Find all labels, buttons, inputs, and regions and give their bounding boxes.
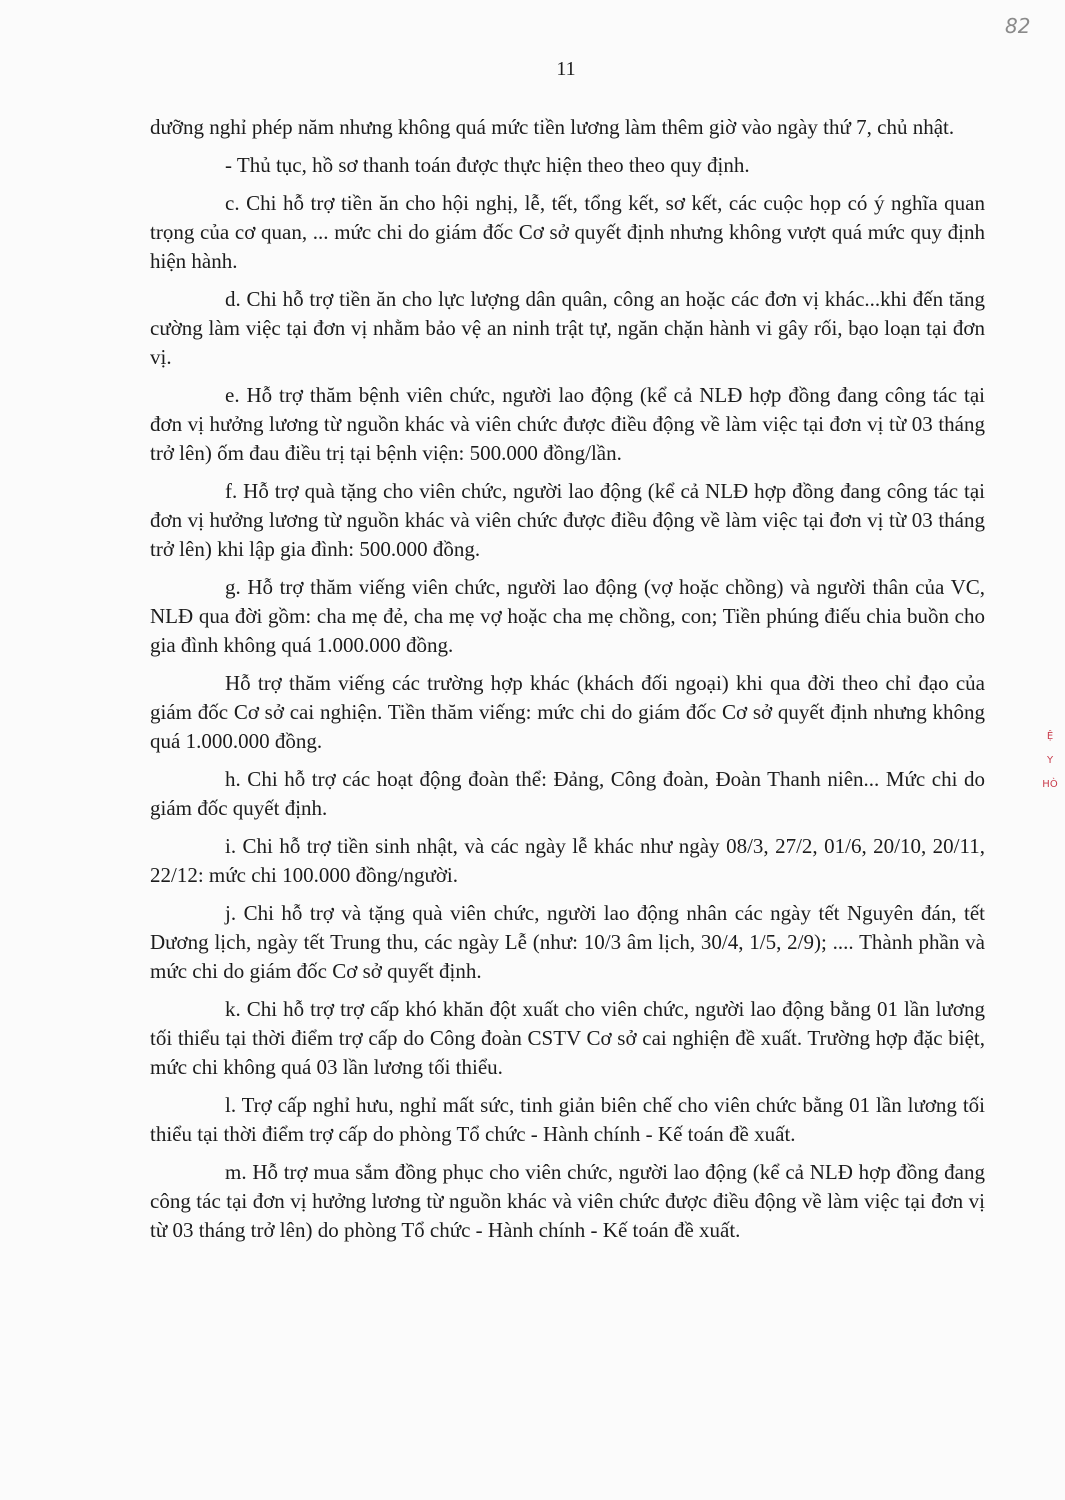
paragraph: f. Hỗ trợ quà tặng cho viên chức, người lao động (kể cả NLĐ hợp đồng đang công tác tại đơn vị hưởng lương từ nguồn khác và viên chức được điều động về làm việc tại đơn vị từ 03 tháng trở lên) khi lập gia đình: 500.000 đồng. [150,479,985,561]
paragraph: l. Trợ cấp nghỉ hưu, nghỉ mất sức, tinh giản biên chế cho viên chức bằng 01 lần lương tối thiểu tại thời điểm trợ cấp do phòng Tổ chức - Hành chính - Kế toán đề xuất. [150,1093,985,1146]
paragraph: dưỡng nghỉ phép năm nhưng không quá mức tiền lương làm thêm giờ vào ngày thứ 7, chủ nhật. [150,115,955,139]
paragraph: k. Chi hỗ trợ trợ cấp khó khăn đột xuất cho viên chức, người lao động bằng 01 lần lương tối thiểu tại thời điểm trợ cấp do Công đoàn CSTV Cơ sở cai nghiện đề xuất. Trường hợp đặc biệt, mức chi không quá 03 lần lương tối thiểu. [150,997,985,1079]
paragraph: c. Chi hỗ trợ tiền ăn cho hội nghị, lễ, tết, tổng kết, sơ kết, các cuộc họp có ý nghĩa quan trọng của cơ quan, ... mức chi do giám đốc Cơ sở quyết định nhưng không vượt quá mức quy định hiện hành. [150,191,985,273]
body-text [150,113,985,1254]
paragraph: i. Chi hỗ trợ tiền sinh nhật, và các ngày lễ khác như ngày 08/3, 27/2, 01/6, 20/10, 20/11, 22/12: mức chi 100.000 đồng/người. [150,834,985,887]
page-number: 11 [556,58,576,80]
paragraph: g. Hỗ trợ thăm viếng viên chức, người lao động (vợ hoặc chồng) và người thân của VC, NLĐ qua đời gồm: cha mẹ đẻ, cha mẹ vợ hoặc cha mẹ chồng, con; Tiền phúng điếu chia buồn cho gia đình không quá 1.000.000 đồng. [150,575,985,657]
stamp-line: Y [1046,755,1054,766]
paragraph: m. Hỗ trợ mua sắm đồng phục cho viên chức, người lao động (kể cả NLĐ hợp đồng đang công tác tại đơn vị hưởng lương từ nguồn khác và viên chức được điều động về làm việc tại đơn vị từ 03 tháng trở lên) do phòng Tổ chức - Hành chính - Kế toán đề xuất. [150,1160,985,1242]
paragraph: d. Chi hỗ trợ tiền ăn cho lực lượng dân quân, công an hoặc các đơn vị khác...khi đến tăng cường làm việc tại đơn vị nhằm bảo vệ an ninh trật tự, ngăn chặn hành vi gây rối, bạo loạn tại đơn vị. [150,287,985,369]
paragraph: h. Chi hỗ trợ các hoạt động đoàn thể: Đảng, Công đoàn, Đoàn Thanh niên... Mức chi do giám đốc quyết định. [150,767,985,820]
handwritten-page-note: 82 [1005,14,1031,38]
stamp-line: HÒ [1042,779,1058,790]
stamp-line: Ệ [1046,731,1054,742]
paragraph: e. Hỗ trợ thăm bệnh viên chức, người lao động (kể cả NLĐ hợp đồng đang công tác tại đơn vị hưởng lương từ nguồn khác và viên chức được điều động về làm việc tại đơn vị từ 03 tháng trở lên) ốm đau điều trị tại bệnh viện: 500.000 đồng/lần. [150,383,985,465]
paragraph: Hỗ trợ thăm viếng các trường hợp khác (khách đối ngoại) khi qua đời theo chỉ đạo của giám đốc Cơ sở cai nghiện. Tiền thăm viếng: mức chi do giám đốc Cơ sở quyết định nhưng không quá 1.000.000 đồng. [150,671,985,753]
paragraph: - Thủ tục, hồ sơ thanh toán được thực hiện theo theo quy định. [225,153,750,177]
seal-stamp-fragment [1040,725,1060,797]
paragraph: j. Chi hỗ trợ và tặng quà viên chức, người lao động nhân các ngày tết Nguyên đán, tết Dương lịch, ngày tết Trung thu, các ngày Lễ (như: 10/3 âm lịch, 30/4, 1/5, 2/9); .... Thành phần và mức chi do giám đốc Cơ sở quyết định. [150,901,985,983]
